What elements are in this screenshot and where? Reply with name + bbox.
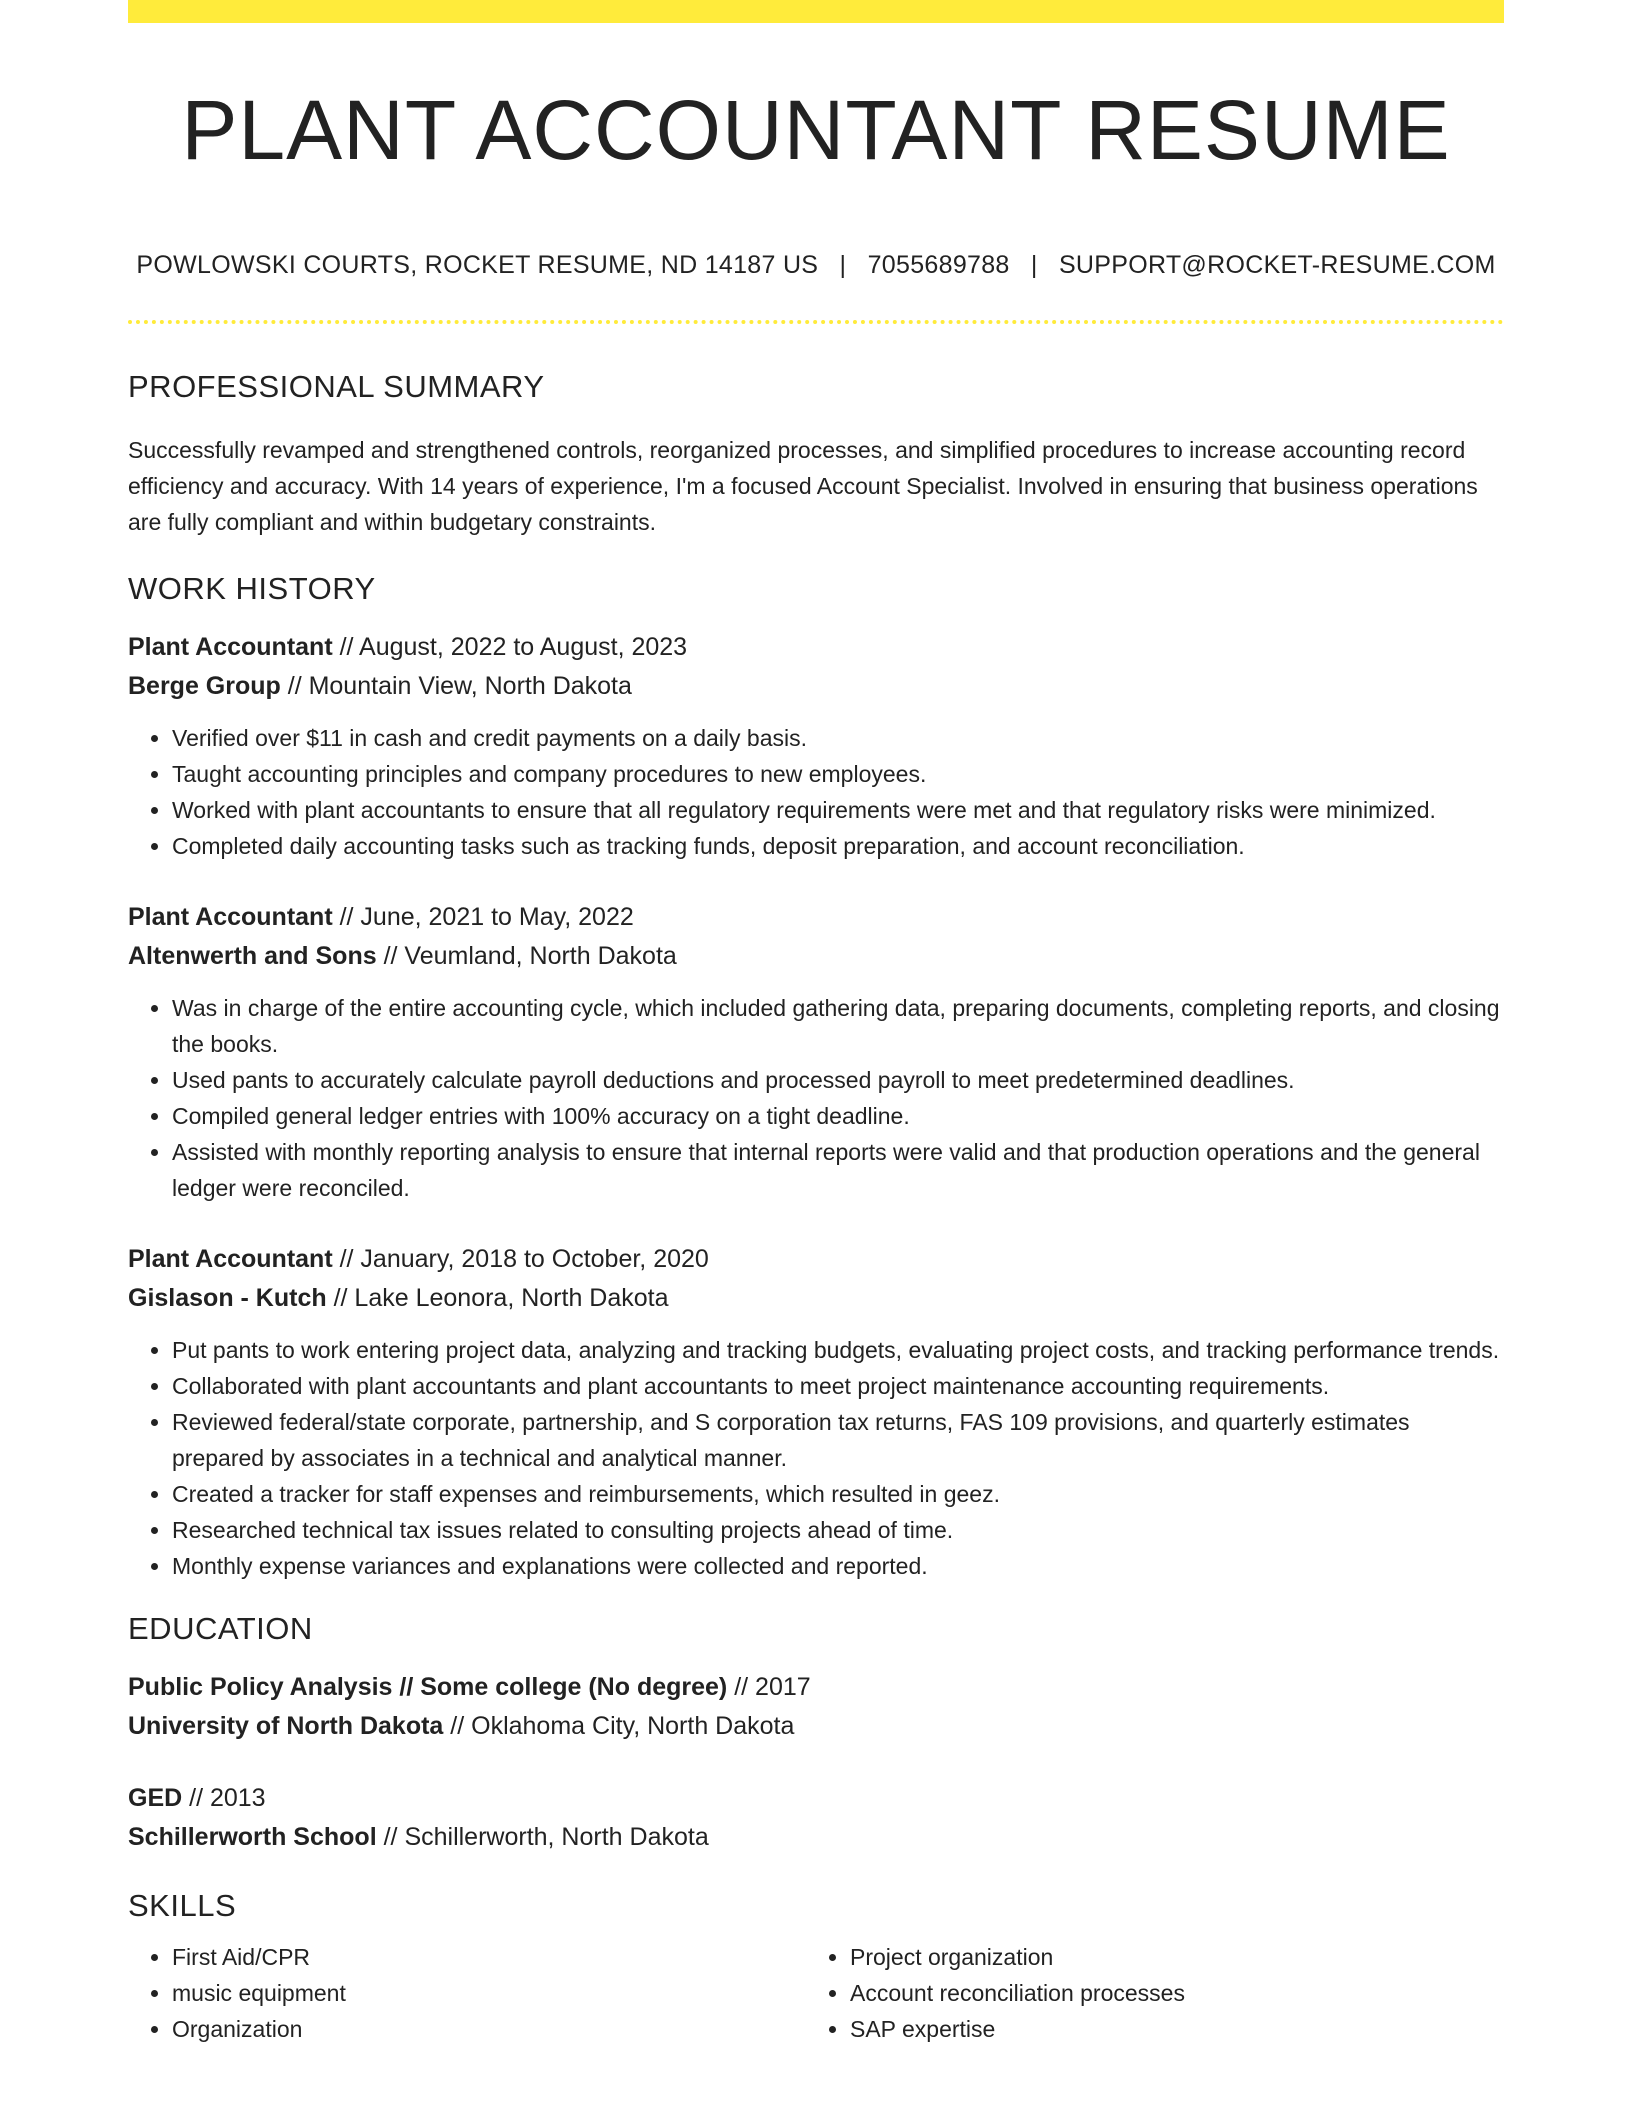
education-degree: GED xyxy=(128,1784,183,1812)
list-item: • Collaborated with plant accountants and plant accountants to meet project maintenance accounting requirements. xyxy=(172,1368,1504,1404)
education-location: // Schillerworth, North Dakota xyxy=(376,1823,709,1851)
job-bullets xyxy=(128,990,1504,1206)
dotted-divider xyxy=(128,320,1504,324)
list-item: • Verified over $11 in cash and credit payments on a daily basis. xyxy=(172,720,1504,756)
summary-heading: PROFESSIONAL SUMMARY xyxy=(128,369,545,404)
education-degree: Public Policy Analysis // Some college (No degree) xyxy=(128,1673,728,1701)
education-year: // 2013 xyxy=(182,1784,266,1812)
list-item: • Put pants to work entering project data, analyzing and tracking budgets, evaluating project costs, and tracking performance trends. xyxy=(172,1332,1504,1368)
list-item: • Was in charge of the entire accounting cycle, which included gathering data, preparing documents, completing reports, and closing the books. xyxy=(172,990,1504,1062)
contact-phone: 7055689788 xyxy=(867,251,1010,279)
job-bullets xyxy=(128,1332,1504,1584)
skill-item: • Account reconciliation processes xyxy=(850,1975,1484,2011)
list-item: • Completed daily accounting tasks such as tracking funds, deposit preparation, and account reconciliation. xyxy=(172,828,1504,864)
list-item: • Compiled general ledger entries with 100% accuracy on a tight deadline. xyxy=(172,1098,1504,1134)
skill-item: • Organization xyxy=(172,2011,806,2047)
job-company: Berge Group xyxy=(128,672,281,700)
list-item: • Researched technical tax issues related to consulting projects ahead of time. xyxy=(172,1512,1504,1548)
job-company-line xyxy=(128,1279,1504,1318)
job-dates: // August, 2022 to August, 2023 xyxy=(332,633,688,661)
job-title-line xyxy=(128,1240,1504,1279)
job-title-line xyxy=(128,628,1504,667)
job-location: // Veumland, North Dakota xyxy=(376,942,677,970)
education-entry xyxy=(128,1668,1504,1746)
contact-separator: | xyxy=(839,251,847,279)
education-year: // 2017 xyxy=(727,1673,811,1701)
education-school-line xyxy=(128,1818,1504,1857)
list-item: • Reviewed federal/state corporate, partnership, and S corporation tax returns, FAS 109 provisions, and quarterly estimates prepared by associates in a technical and analytical manner. xyxy=(172,1404,1504,1476)
skills-left-list xyxy=(128,1939,806,2047)
job-location: // Mountain View, North Dakota xyxy=(280,672,632,700)
skill-item: • First Aid/CPR xyxy=(172,1939,806,1975)
skill-item: • SAP expertise xyxy=(850,2011,1484,2047)
education-heading: EDUCATION xyxy=(128,1611,313,1646)
page-title: PLANT ACCOUNTANT RESUME xyxy=(181,83,1451,177)
skill-item: • Project organization xyxy=(850,1939,1484,1975)
education-location: // Oklahoma City, North Dakota xyxy=(443,1712,795,1740)
job-dates: // January, 2018 to October, 2020 xyxy=(332,1245,709,1273)
contact-line xyxy=(128,250,1504,280)
job-entry xyxy=(128,1240,1504,1584)
skills-right-list xyxy=(806,1939,1484,2047)
job-entry xyxy=(128,628,1504,864)
list-item: • Assisted with monthly reporting analysis to ensure that internal reports were valid and that production operations and the general ledger were reconciled. xyxy=(172,1134,1504,1206)
education-entry xyxy=(128,1779,1504,1857)
job-company: Altenwerth and Sons xyxy=(128,942,377,970)
job-title-line xyxy=(128,898,1504,937)
job-location: // Lake Leonora, North Dakota xyxy=(326,1284,669,1312)
education-degree-line xyxy=(128,1668,1504,1707)
summary-text: Successfully revamped and strengthened controls, reorganized processes, and simplified procedures to increase accounting record efficiency and accuracy. With 14 years of experience, I'm a focused Account Specialist. Involved in ensuring that business operations are fully compliant and within budgetary constraints. xyxy=(128,437,1478,535)
list-item: • Worked with plant accountants to ensure that all regulatory requirements were met and that regulatory risks were minimized. xyxy=(172,792,1504,828)
education-school: Schillerworth School xyxy=(128,1823,377,1851)
job-company-line xyxy=(128,937,1504,976)
job-company: Gislason - Kutch xyxy=(128,1284,327,1312)
job-title: Plant Accountant xyxy=(128,1245,333,1273)
contact-separator: | xyxy=(1030,251,1038,279)
skills-heading: SKILLS xyxy=(128,1888,237,1923)
education-school-line xyxy=(128,1707,1504,1746)
job-title: Plant Accountant xyxy=(128,903,333,931)
contact-address: POWLOWSKI COURTS, ROCKET RESUME, ND 14187 US xyxy=(136,251,819,279)
skills-columns xyxy=(128,1939,1504,2047)
skill-item: • music equipment xyxy=(172,1975,806,2011)
list-item: • Used pants to accurately calculate payroll deductions and processed payroll to meet predetermined deadlines. xyxy=(172,1062,1504,1098)
job-title: Plant Accountant xyxy=(128,633,333,661)
resume-content xyxy=(128,0,1504,2047)
education-degree-line xyxy=(128,1779,1504,1818)
list-item: • Monthly expense variances and explanations were collected and reported. xyxy=(172,1548,1504,1584)
contact-email: SUPPORT@ROCKET-RESUME.COM xyxy=(1058,251,1496,279)
list-item: • Taught accounting principles and company procedures to new employees. xyxy=(172,756,1504,792)
work-history-heading: WORK HISTORY xyxy=(128,571,376,606)
job-dates: // June, 2021 to May, 2022 xyxy=(332,903,634,931)
job-bullets xyxy=(128,720,1504,864)
job-entry xyxy=(128,898,1504,1206)
job-company-line xyxy=(128,667,1504,706)
education-school: University of North Dakota xyxy=(128,1712,444,1740)
list-item: • Created a tracker for staff expenses and reimbursements, which resulted in geez. xyxy=(172,1476,1504,1512)
